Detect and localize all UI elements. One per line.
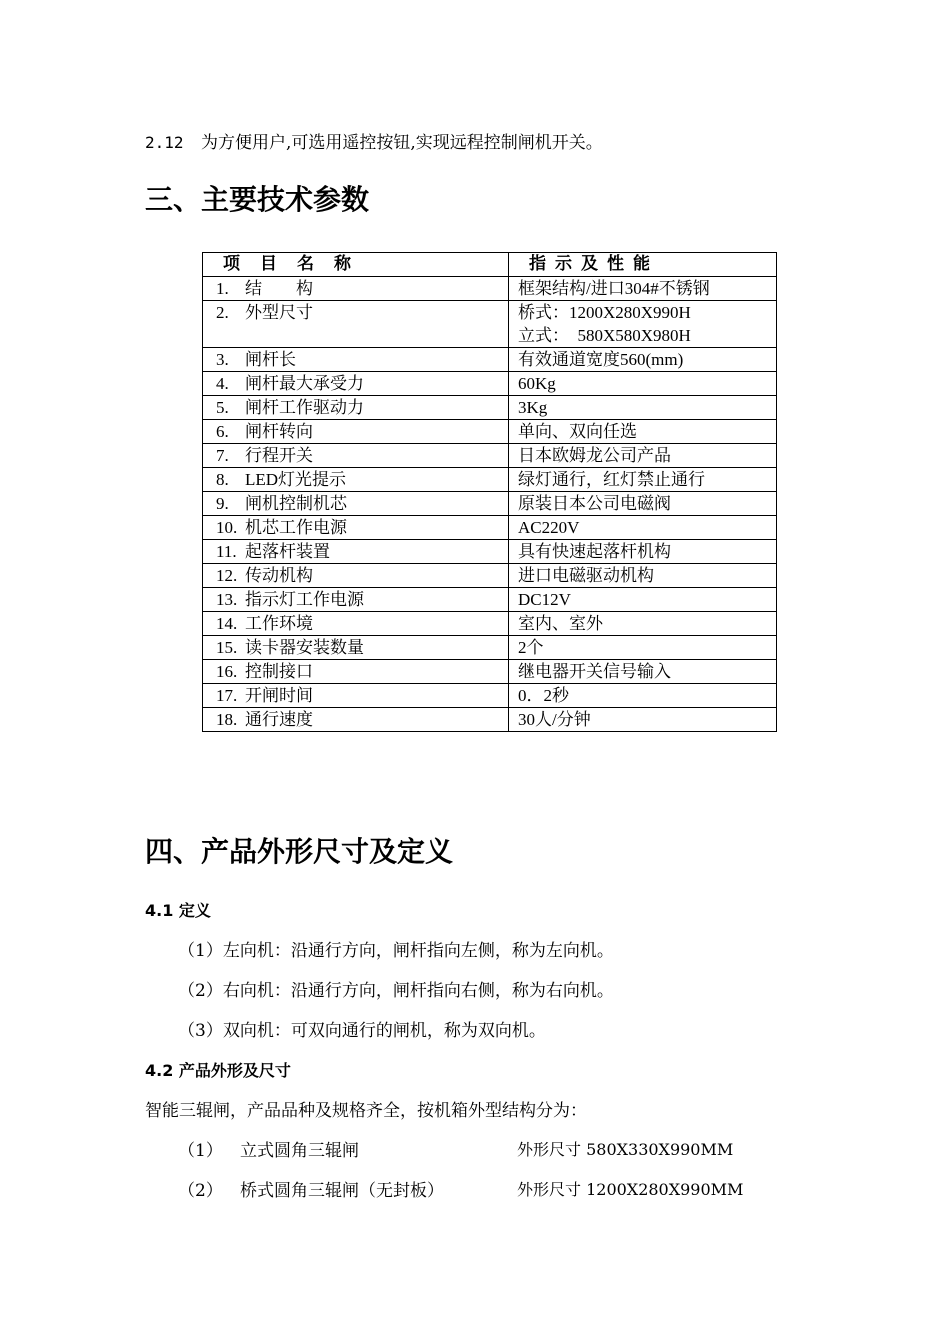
row-index: 6.	[216, 422, 229, 441]
param-value: AC220V	[518, 518, 580, 537]
param-value-cell	[509, 564, 777, 588]
param-value-cell	[509, 540, 777, 564]
param-value: 继电器开关信号输入	[518, 662, 671, 681]
param-name: 通行速度	[245, 710, 313, 729]
intro-paragraph: 智能三辊闸，产品品种及规格齐全，按机箱外型结构分为：	[145, 1101, 587, 1121]
table-row	[203, 396, 777, 420]
product-dimensions: 外形尺寸 580X330X990MM	[517, 1140, 734, 1159]
param-name-cell	[203, 492, 509, 516]
param-value-cell	[509, 396, 777, 420]
param-value-cell	[509, 444, 777, 468]
row-index: 12.	[216, 566, 238, 585]
table-row	[203, 612, 777, 636]
table-row	[203, 492, 777, 516]
param-value: 绿灯通行，红灯禁止通行	[518, 470, 705, 489]
param-value: 室内、室外	[518, 614, 603, 633]
param-name: 控制接口	[245, 662, 313, 681]
param-name-cell	[203, 420, 509, 444]
table-row	[203, 540, 777, 564]
param-name-cell	[203, 708, 509, 732]
row-index: 14.	[216, 614, 238, 633]
section-number: 2.12	[145, 133, 184, 152]
subsection-4-2-title: 4.2 产品外形及尺寸	[145, 1061, 291, 1080]
product-dimensions: 外形尺寸 1200X280X990MM	[517, 1180, 744, 1199]
param-name: 工作环境	[245, 614, 313, 633]
row-index: 10.	[216, 518, 238, 537]
section-4-heading: 四、产品外形尺寸及定义	[145, 835, 454, 868]
row-index: 15.	[216, 638, 238, 657]
table-row	[203, 420, 777, 444]
table-header-row	[203, 253, 777, 277]
table-row	[203, 372, 777, 396]
param-value-cell	[509, 348, 777, 372]
param-name-cell	[203, 348, 509, 372]
param-value: DC12V	[518, 590, 571, 609]
table-row	[203, 636, 777, 660]
param-name: 指示灯工作电源	[245, 590, 364, 609]
row-index: 11.	[216, 542, 237, 561]
param-name: 闸杆工作驱动力	[245, 398, 364, 417]
table-row	[203, 348, 777, 372]
product-name: 桥式圆角三辊闸（无封板）	[240, 1181, 444, 1201]
header-performance: 指示及性能	[509, 253, 777, 277]
definition-item: （2）右向机：沿通行方向，闸杆指向右侧，称为右向机。	[178, 981, 614, 1001]
row-index: 2.	[216, 303, 229, 322]
param-value-cell	[509, 516, 777, 540]
param-name: LED灯光提示	[245, 470, 347, 489]
param-value-secondary: 立式： 580X580X980H	[518, 326, 691, 345]
param-name-cell	[203, 564, 509, 588]
param-value-cell	[509, 588, 777, 612]
param-value-cell	[509, 301, 777, 348]
param-name: 读卡器安装数量	[245, 638, 364, 657]
param-value: 3Kg	[518, 398, 548, 417]
param-name-cell	[203, 588, 509, 612]
param-name-cell	[203, 612, 509, 636]
param-name-cell	[203, 540, 509, 564]
row-index: 13.	[216, 590, 238, 609]
param-value-cell	[509, 612, 777, 636]
table-row	[203, 708, 777, 732]
param-value-cell	[509, 372, 777, 396]
table-row	[203, 564, 777, 588]
row-index: 16.	[216, 662, 238, 681]
param-name: 结 构	[245, 279, 313, 298]
table-row	[203, 684, 777, 708]
row-index: 9.	[216, 494, 229, 513]
header-item-name: 项目名称	[203, 253, 509, 277]
param-name: 外型尺寸	[245, 303, 313, 322]
param-value-cell	[509, 277, 777, 301]
param-value: 日本欧姆龙公司产品	[518, 446, 671, 465]
table-row	[203, 588, 777, 612]
param-value-cell	[509, 684, 777, 708]
table-row	[203, 468, 777, 492]
definition-item: （1）左向机：沿通行方向，闸杆指向左侧，称为左向机。	[178, 941, 614, 961]
subsection-4-1-title: 4.1 定义	[145, 901, 211, 920]
param-name: 传动机构	[245, 566, 313, 585]
param-name: 行程开关	[245, 446, 313, 465]
table-row	[203, 277, 777, 301]
param-value-cell	[509, 468, 777, 492]
row-index: 4.	[216, 374, 229, 393]
param-name-cell	[203, 684, 509, 708]
product-name: 立式圆角三辊闸	[240, 1141, 359, 1161]
tech-params-table	[202, 252, 777, 732]
row-index: 18.	[216, 710, 238, 729]
row-index: 8.	[216, 470, 229, 489]
param-value: 2个	[518, 638, 544, 657]
table-row	[203, 516, 777, 540]
paragraph-2-12	[145, 128, 603, 153]
param-value: 60Kg	[518, 374, 556, 393]
param-value: 具有快速起落杆机构	[518, 542, 671, 561]
param-value-cell	[509, 636, 777, 660]
param-value: 桥式：1200X280X990H	[518, 303, 691, 322]
param-name-cell	[203, 468, 509, 492]
section-3-heading: 三、主要技术参数	[145, 183, 370, 216]
table-row	[203, 301, 777, 348]
row-index: 3.	[216, 350, 229, 369]
param-value-cell	[509, 660, 777, 684]
param-name: 闸杆长	[245, 350, 296, 369]
param-name-cell	[203, 372, 509, 396]
param-name-cell	[203, 396, 509, 420]
product-number: （1）	[178, 1141, 223, 1161]
param-name-cell	[203, 444, 509, 468]
param-value: 有效通道宽度560(mm)	[518, 350, 684, 369]
param-name-cell	[203, 301, 509, 348]
param-value: 单向、双向任选	[518, 422, 637, 441]
param-value: 框架结构/进口304#不锈钢	[518, 279, 710, 298]
param-name: 机芯工作电源	[245, 518, 347, 537]
param-name: 开闸时间	[245, 686, 313, 705]
param-value: 0．2秒	[518, 686, 569, 705]
param-value-cell	[509, 492, 777, 516]
table-row	[203, 444, 777, 468]
param-value: 进口电磁驱动机构	[518, 566, 654, 585]
param-value-cell	[509, 708, 777, 732]
param-name: 闸机控制机芯	[245, 494, 347, 513]
param-value: 原装日本公司电磁阀	[518, 494, 671, 513]
table-row	[203, 660, 777, 684]
param-name-cell	[203, 516, 509, 540]
param-name-cell	[203, 277, 509, 301]
param-name-cell	[203, 636, 509, 660]
param-name-cell	[203, 660, 509, 684]
row-index: 17.	[216, 686, 238, 705]
row-index: 5.	[216, 398, 229, 417]
paragraph-text: 为方便用户,可选用遥控按钮,实现远程控制闸机开关。	[201, 133, 603, 153]
row-index: 1.	[216, 279, 229, 298]
row-index: 7.	[216, 446, 229, 465]
definition-item: （3）双向机：可双向通行的闸机，称为双向机。	[178, 1021, 546, 1041]
product-number: （2）	[178, 1181, 223, 1201]
param-name: 起落杆装置	[245, 542, 330, 561]
param-name: 闸杆转向	[245, 422, 313, 441]
param-value-cell	[509, 420, 777, 444]
param-value: 30人/分钟	[518, 710, 591, 729]
param-name: 闸杆最大承受力	[245, 374, 364, 393]
